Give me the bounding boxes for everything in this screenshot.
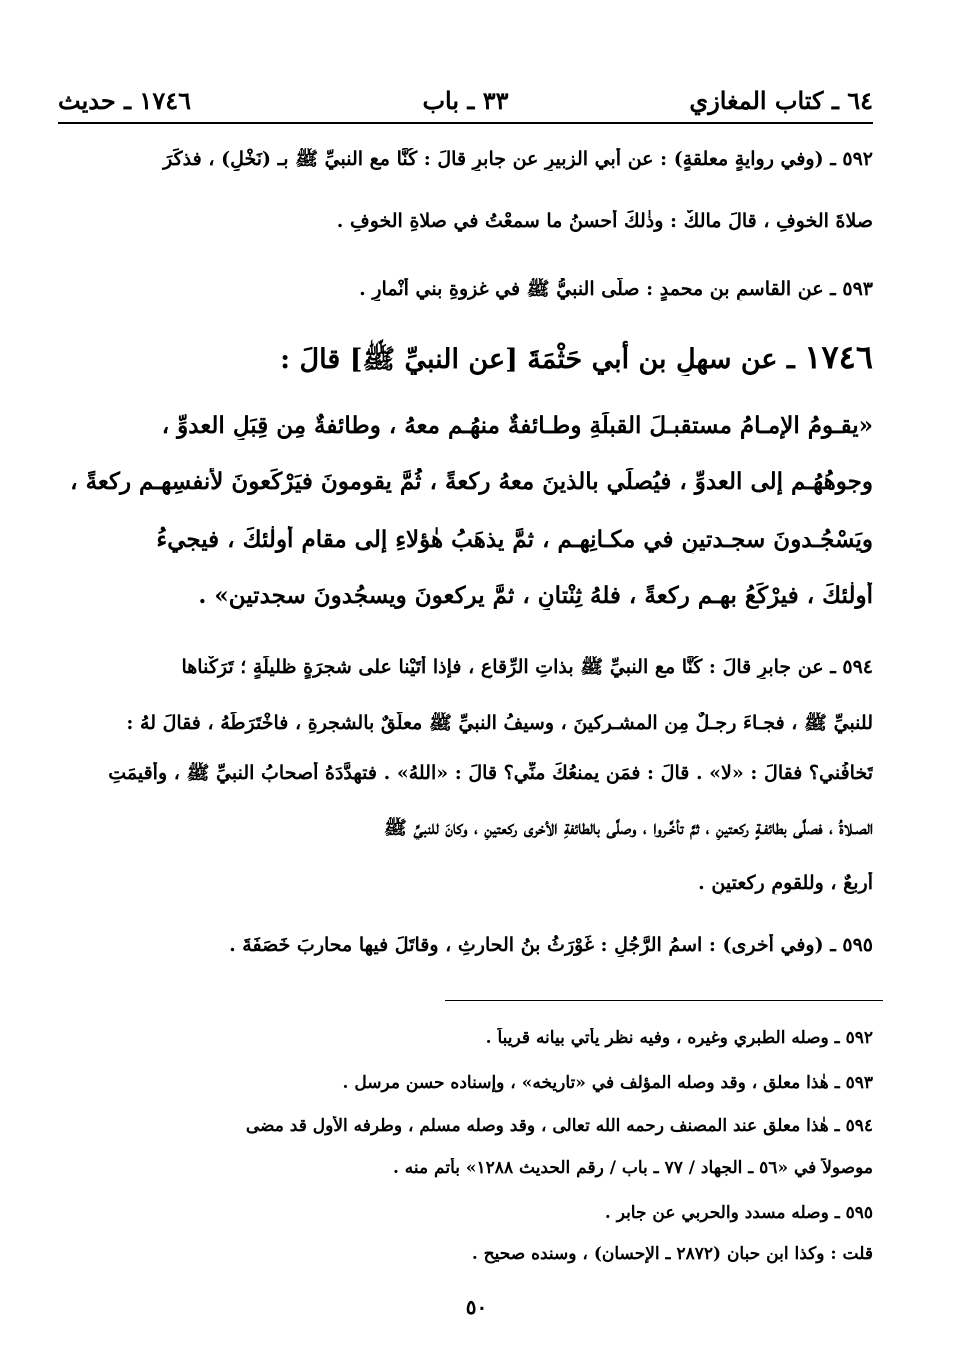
running-header [58,78,873,124]
hadith-1746-number: ١٧٤٦ [804,338,873,376]
footnote-divider [445,1000,883,1001]
footnote-595: ٥٩٥ ـ وصله مسدد والحربي عن جابر . [604,1203,873,1223]
hadith-595: ٥٩٥ ـ (وفي أخرى) : اسمُ الرَّجُلِ : غَوْرَثُ بنُ الحارثِ ، وقاتَلَ فيها محاربَ خَصَفَةَ . [229,934,873,956]
hadith-594-line-1: ٥٩٤ ـ عن جابرٍ قالَ : كُنَّا مع النبيِّ ﷺ بذاتِ الرِّقاعِ ، فإذا أتَيْنا على شجرَةٍ ظليلَةٍ ؛ تَرَكْناها [181,656,873,678]
hadith-592-line-2: صلاةَ الخوفِ ، قالَ مالكٌ : وذٰلكَ أحسنُ ما سمعْتُ في صلاةِ الخوفِ . [336,210,873,232]
footnote-592: ٥٩٢ ـ وصله الطبري وغيره ، وفيه نظر يأتي بيانه قريباً . [485,1028,873,1048]
hadith-1746-heading [58,338,873,376]
hadith-1746-line-3: ويَسْجُـدونَ سجـدتينِ في مكـانِهـم ، ثمَّ يذهَبُ هٰؤلاءِ إلى مقامِ أولٰئكَ ، فيجيءُ [156,526,873,553]
hadith-1746-line-4: أولٰئكَ ، فيرْكَعُ بهـم ركعةً ، فلهُ ثِنْتانِ ، ثمَّ يركعونَ ويسجُدونَ سجدتينِ» . [198,582,873,609]
hadith-594-line-4: الصـلاةُ ، فصلَّى بطائفـةٍ ركعتينِ ، ثمَّ تأخَّـروا ، وصلَّى بالطائفةِ الأخرى ركعتينِ ، وكانَ للنبيِّ ﷺ [383,817,873,839]
hadith-593: ٥٩٣ ـ عنِ القاسمِ بنِ محمدٍ : صلَّى النبيُّ ﷺ في غزوةِ بني أنْمارٍ . [359,278,873,300]
header-book-title: ٦٤ ـ كتاب المغازي [689,86,873,115]
hadith-1746-line-2: وجوهُهُـم إلى العدوِّ ، فيُصلِّي بالذينَ معهُ ركعةً ، ثُمَّ يقومونَ فيَرْكَعونَ لأنفسِهـم ركعةً ، [70,468,873,495]
hadith-594-line-5: أربعٌ ، وللقومِ ركعتينِ . [698,872,873,894]
footnote-594-line-1: ٥٩٤ ـ هٰذا معلق عند المصنف رحمه الله تعالى ، وقد وصله مسلم ، وطرفه الأول قد مضى [245,1116,873,1136]
hadith-1746-isnad: ـ عن سهلِ بنِ أبي حَثْمَةَ [عن النبيِّ ﷺ] قالَ : [280,344,805,375]
footnote-593: ٥٩٣ ـ هٰذا معلق ، وقد وصله المؤلف في «تاريخه» ، وإسناده حسن مرسل . [342,1073,873,1093]
hadith-1746-line-1: «يقـومُ الإمـامُ مستقبـلَ القبلَةِ وطـائفةٌ منهُـم معهُ ، وطائفةٌ مِن قِبَلِ العدوِّ ، [161,412,873,439]
page-number: ٥٠ [465,1295,488,1319]
hadith-594-line-2: للنبيِّ ﷺ ، فجـاءَ رجـلٌ مِن المشـركينَ ، وسيفُ النبيِّ ﷺ معلَّقٌ بالشجرةِ ، فاخْتَرَطَهُ ، فقالَ لهُ : [126,712,873,734]
header-chapter: ٣٣ ـ باب [422,86,509,115]
footnote-qult: قلت : وكذا ابن حبان (٢٨٧٢ ـ الإحسان) ، وسنده صحيح . [471,1244,873,1264]
footnote-594-line-2: موصولاً في «٥٦ ـ الجهاد / ٧٧ ـ باب / رقم الحديث ١٢٨٨» بأتم منه . [392,1158,873,1178]
header-hadith-number: ١٧٤٦ ـ حديث [58,86,191,115]
hadith-594-line-3: تَخافُني؟ فقالَ : «لا» . قالَ : فمَن يمنعُكَ منِّي؟ قالَ : «اللهُ» . فتهدَّدَهُ أصحابُ النبيِّ ﷺ ، وأُقيمَتِ [108,762,873,784]
hadith-592-line-1: ٥٩٢ ـ (وفي روايةٍ معلقةٍ) : عن أبي الزبيرِ عن جابرٍ قالَ : كُنَّا مع النبيِّ ﷺ بـ (نَخْلٍ) ، فذكَرَ [163,148,873,170]
